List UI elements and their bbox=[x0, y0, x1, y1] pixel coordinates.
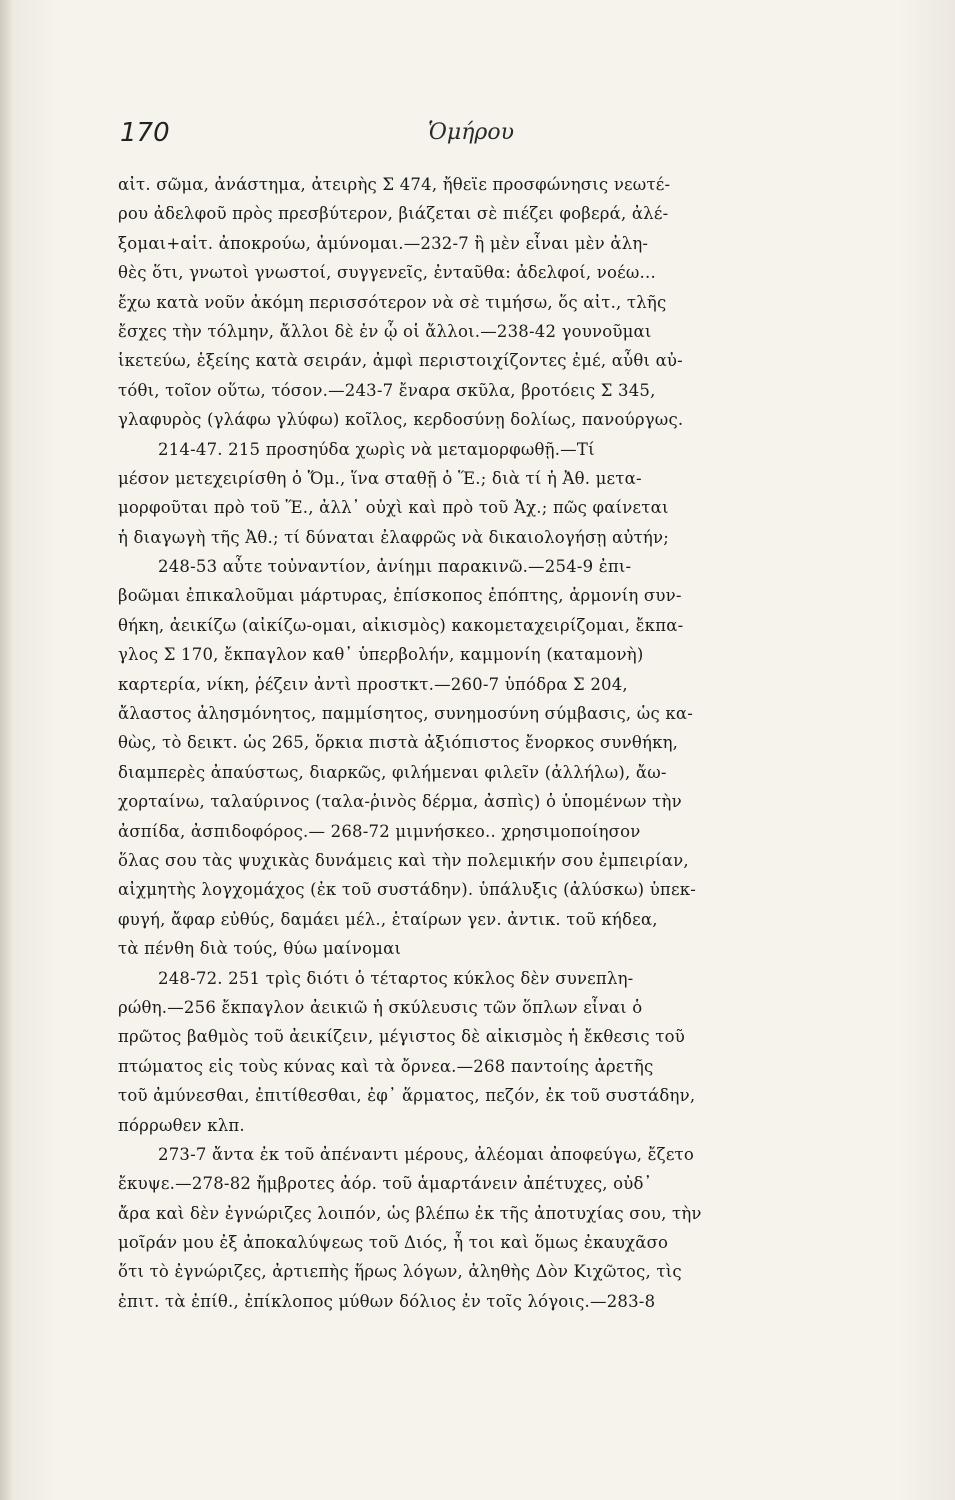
section-heading-line: 214-47. 215 προσηύδα χωρὶς νὰ μεταμορφωθῇ.—Τί bbox=[158, 439, 595, 459]
commentary-text bbox=[118, 170, 858, 1316]
text-line: ἱκετεύω, ἑξείης κατὰ σειράν, ἀμφὶ περιστοιχίζοντες ἐμέ, αὖθι αὐ- bbox=[118, 351, 683, 371]
text-line: πρῶτος βαθμὸς τοῦ ἀεικίζειν, μέγιστος δὲ αἰκισμὸς ἡ ἔκθεσις τοῦ bbox=[118, 1027, 686, 1047]
running-title: Ὁμήρου bbox=[428, 120, 514, 145]
text-line: πτώματος εἰς τοὺς κύνας καὶ τὰ ὄρνεα.—268 παντοίης ἀρετῆς bbox=[118, 1056, 654, 1076]
text-line: ἔκυψε.—278-82 ἤμβροτες ἀόρ. τοῦ ἁμαρτάνειν ἀπέτυχες, οὐδ᾽ bbox=[118, 1174, 653, 1194]
text-line: τοῦ ἀμύνεσθαι, ἐπιτίθεσθαι, ἐφ᾽ ἅρματος, πεζόν, ἐκ τοῦ συστάδην, bbox=[118, 1086, 696, 1106]
text-line: ρου ἀδελφοῦ πρὸς πρεσβύτερον, βιάζεται σὲ πιέζει φοβερά, ἀλέ- bbox=[118, 204, 669, 224]
page-number: 170 bbox=[120, 118, 170, 148]
text-line: τὰ πένθη διὰ τούς, θύω μαίνομαι bbox=[118, 939, 402, 959]
text-line: θὼς, τὸ δεικτ. ὡς 265, ὅρκια πιστὰ ἀξιόπιστος ἔνορκος συνθήκη, bbox=[118, 733, 679, 753]
text-line: ἡ διαγωγὴ τῆς Ἀθ.; τί δύναται ἐλαφρῶς νὰ δικαιολογήσῃ αὐτήν; bbox=[118, 527, 669, 547]
text-line: αἰτ. σῶμα, ἀνάστημα, ἀτειρὴς Σ 474, ἤθεϊε προσφώνησις νεωτέ- bbox=[118, 175, 671, 194]
text-line: ἄλαστος ἀλησμόνητος, παμμίσητος, συνημοσύνη σύμβασις, ὡς κα- bbox=[118, 704, 693, 724]
text-line: καρτερία, νίκη, ῥέζειν ἀντὶ προστκτ.—260-7 ὑπόδρα Σ 204, bbox=[118, 674, 628, 694]
text-line: γλος Σ 170, ἔκπαγλον καθ᾽ ὑπερβολήν, καμμονίη (καταμονὴ) bbox=[118, 645, 644, 665]
text-line: ὅτι τὸ ἐγνώριζες, ἀρτιεπὴς ἥρως λόγων, ἀληθὴς Δὸν Κιχῶτος, τὶς bbox=[118, 1262, 682, 1282]
text-line: τόθι, τοῖον οὕτω, τόσον.—243-7 ἔναρα σκῦλα, βροτόεις Σ 345, bbox=[118, 380, 656, 400]
text-line: γλαφυρὸς (γλάφω γλύφω) κοῖλος, κερδοσύνῃ δολίως, πανούργως. bbox=[118, 410, 684, 430]
text-line: ἀσπίδα, ἀσπιδοφόρος.— 268-72 μιμνήσκεο.. χρησιμοποίησον bbox=[118, 821, 641, 841]
page-header bbox=[118, 118, 868, 158]
text-line: χορταίνω, ταλαύρινος (ταλα-ῥινὸς δέρμα, ἀσπὶς) ὁ ὑπομένων τὴν bbox=[118, 792, 682, 812]
text-line: διαμπερὲς ἀπαύστως, διαρκῶς, φιλήμεναι φιλεῖν (ἀλλήλω), ἄω- bbox=[118, 762, 667, 782]
text-line: μοῖράν μου ἐξ ἀποκαλύψεως τοῦ Διός, ἦ τοι καὶ ὅμως ἐκαυχᾶσο bbox=[118, 1233, 669, 1253]
text-line: θήκη, ἀεικίζω (αἰκίζω-ομαι, αἰκισμὸς) κακομεταχειρίζομαι, ἔκπα- bbox=[118, 615, 684, 635]
text-line: φυγή, ἄφαρ εὐθύς, δαμάει μέλ., ἑταίρων γεν. ἀντικ. τοῦ κήδεα, bbox=[118, 909, 658, 929]
text-line: ἔχω κατὰ νοῦν ἀκόμη περισσότερον νὰ σὲ τιμήσω, ὅς αἰτ., τλῆς bbox=[118, 292, 667, 312]
text-line: ἐπιτ. τὰ ἐπίθ., ἐπίκλοπος μύθων δόλιος ἐν τοῖς λόγοις.—283-8 bbox=[118, 1291, 656, 1311]
text-line: ξομαι+αἰτ. ἀποκρούω, ἀμύνομαι.—232-7 ἢ μὲν εἶναι μὲν ἀλη- bbox=[118, 233, 649, 253]
text-line: ἄρα καὶ δὲν ἐγνώριζες λοιπόν, ὡς βλέπω ἐκ τῆς ἀποτυχίας σου, τὴν bbox=[118, 1203, 702, 1223]
text-line: πόρρωθεν κλπ. bbox=[118, 1115, 245, 1135]
text-line: μορφοῦται πρὸ τοῦ Ἕ., ἀλλ᾽ οὐχὶ καὶ πρὸ τοῦ Ἀχ.; πῶς φαίνεται bbox=[118, 498, 669, 518]
page-shadow-edge bbox=[0, 0, 14, 1500]
text-line: ρώθη.—256 ἔκπαγλον ἀεικιῶ ἡ σκύλευσις τῶν ὅπλων εἶναι ὁ bbox=[118, 997, 643, 1017]
text-line: ὅλας σου τὰς ψυχικὰς δυνάμεις καὶ τὴν πολεμικήν σου ἐμπειρίαν, bbox=[118, 850, 689, 870]
text-line: 273-7 ἄντα ἐκ τοῦ ἀπέναντι μέρους, ἀλέομαι ἀποφεύγω, ἔζετο bbox=[158, 1144, 695, 1164]
text-line: ἔσχες τὴν τόλμην, ἄλλοι δὲ ἐν ᾧ οἱ ἄλλοι.—238-42 γουνοῦμαι bbox=[118, 321, 652, 341]
text-line: μέσον μετεχειρίσθη ὁ Ὅμ., ἵνα σταθῇ ὁ Ἕ.; διὰ τί ἡ Ἀθ. μετα- bbox=[118, 468, 642, 488]
section-heading-line: 248-72. 251 τρὶς διότι ὁ τέταρτος κύκλος δὲν συνεπλη- bbox=[158, 968, 634, 988]
text-line: αἰχμητὴς λογχομάχος (ἐκ τοῦ συστάδην). ὑπάλυξις (ἀλύσκω) ὑπεκ- bbox=[118, 880, 697, 900]
text-line: 248-53 αὖτε τοὐναντίον, ἀνίημι παρακινῶ.—254-9 ἐπι- bbox=[158, 557, 632, 577]
text-line: θὲς ὅτι, γνωτοὶ γνωστοί, συγγενεῖς, ἐνταῦθα: ἀδελφοί, νοέω... bbox=[118, 263, 656, 283]
text-line: βοῶμαι ἐπικαλοῦμαι μάρτυρας, ἐπίσκοπος ἐπόπτης, ἁρμονίη συν- bbox=[118, 586, 682, 606]
